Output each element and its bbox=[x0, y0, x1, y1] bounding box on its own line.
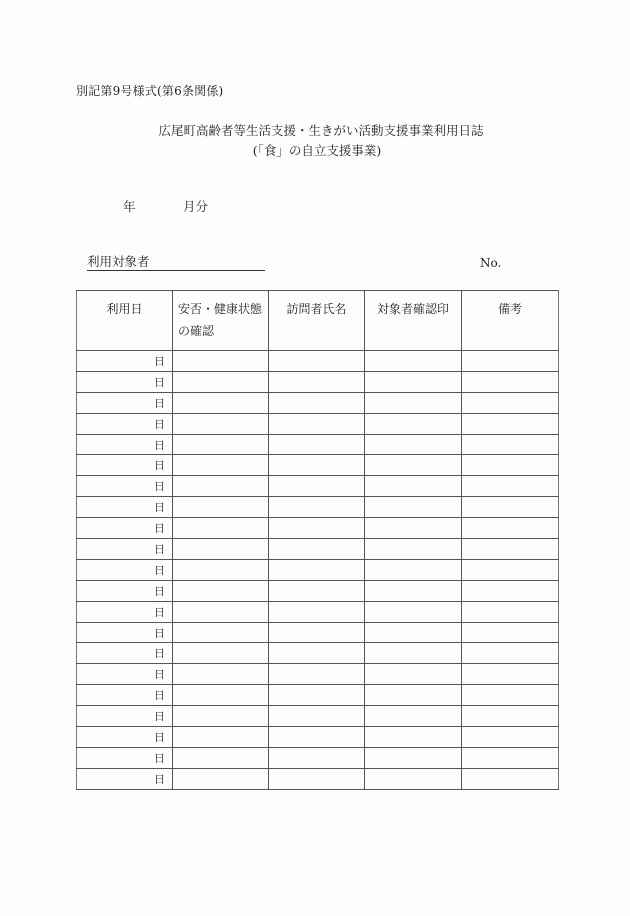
visitor-name-cell[interactable] bbox=[269, 706, 365, 727]
recipient-seal-cell[interactable] bbox=[365, 622, 462, 643]
recipient-seal-cell[interactable] bbox=[365, 476, 462, 497]
subject-label: 利用対象者 bbox=[87, 254, 150, 269]
recipient-seal-cell[interactable] bbox=[365, 747, 462, 768]
recipient-seal-cell[interactable] bbox=[365, 413, 462, 434]
table-row bbox=[77, 392, 559, 413]
recipient-seal-cell[interactable] bbox=[365, 643, 462, 664]
remarks-cell[interactable] bbox=[462, 371, 559, 392]
visitor-name-cell[interactable] bbox=[269, 392, 365, 413]
visitor-name-cell[interactable] bbox=[269, 518, 365, 539]
visitor-name-cell[interactable] bbox=[269, 747, 365, 768]
recipient-seal-cell[interactable] bbox=[365, 497, 462, 518]
recipient-seal-cell[interactable] bbox=[365, 685, 462, 706]
table-row bbox=[77, 685, 559, 706]
safety-health-check-cell[interactable] bbox=[173, 747, 269, 768]
table-row bbox=[77, 601, 559, 622]
remarks-cell[interactable] bbox=[462, 747, 559, 768]
recipient-seal-cell[interactable] bbox=[365, 351, 462, 372]
safety-health-check-cell[interactable] bbox=[173, 476, 269, 497]
table-row bbox=[77, 727, 559, 748]
usage-log-table bbox=[76, 290, 559, 790]
visitor-name-cell[interactable] bbox=[269, 727, 365, 748]
table-row bbox=[77, 643, 559, 664]
remarks-cell[interactable] bbox=[462, 580, 559, 601]
visitor-name-cell[interactable] bbox=[269, 539, 365, 560]
safety-health-check-cell[interactable] bbox=[173, 539, 269, 560]
recipient-seal-cell[interactable] bbox=[365, 518, 462, 539]
year-label: 年 bbox=[123, 199, 136, 214]
remarks-cell[interactable] bbox=[462, 727, 559, 748]
recipient-seal-cell[interactable] bbox=[365, 580, 462, 601]
recipient-seal-cell[interactable] bbox=[365, 768, 462, 789]
header-usage-date: 利用日 bbox=[77, 291, 173, 351]
table-row bbox=[77, 622, 559, 643]
remarks-cell[interactable] bbox=[462, 351, 559, 372]
remarks-cell[interactable] bbox=[462, 601, 559, 622]
table-row bbox=[77, 559, 559, 580]
remarks-cell[interactable] bbox=[462, 622, 559, 643]
safety-health-check-cell[interactable] bbox=[173, 643, 269, 664]
visitor-name-cell[interactable] bbox=[269, 371, 365, 392]
visitor-name-cell[interactable] bbox=[269, 685, 365, 706]
remarks-cell[interactable] bbox=[462, 706, 559, 727]
table-row bbox=[77, 434, 559, 455]
recipient-seal-cell[interactable] bbox=[365, 727, 462, 748]
usage-date-cell[interactable]: 日 bbox=[77, 539, 173, 560]
header-safety-health-check: 安否・健康状態の確認 bbox=[173, 291, 269, 351]
safety-health-check-cell[interactable] bbox=[173, 727, 269, 748]
usage-date-cell[interactable]: 日 bbox=[77, 685, 173, 706]
usage-date-cell[interactable]: 日 bbox=[77, 664, 173, 685]
safety-health-check-cell[interactable] bbox=[173, 434, 269, 455]
visitor-name-cell[interactable] bbox=[269, 601, 365, 622]
usage-date-cell[interactable]: 日 bbox=[77, 371, 173, 392]
usage-date-cell[interactable]: 日 bbox=[77, 434, 173, 455]
safety-health-check-cell[interactable] bbox=[173, 497, 269, 518]
visitor-name-cell[interactable] bbox=[269, 559, 365, 580]
visitor-name-cell[interactable] bbox=[269, 455, 365, 476]
safety-health-check-cell[interactable] bbox=[173, 685, 269, 706]
remarks-cell[interactable] bbox=[462, 392, 559, 413]
remarks-cell[interactable] bbox=[462, 413, 559, 434]
visitor-name-cell[interactable] bbox=[269, 580, 365, 601]
remarks-cell[interactable] bbox=[462, 497, 559, 518]
usage-date-cell[interactable]: 日 bbox=[77, 580, 173, 601]
visitor-name-cell[interactable] bbox=[269, 413, 365, 434]
remarks-cell[interactable] bbox=[462, 643, 559, 664]
header-remarks: 備考 bbox=[462, 291, 559, 351]
usage-date-cell[interactable]: 日 bbox=[77, 768, 173, 789]
usage-date-cell[interactable]: 日 bbox=[77, 706, 173, 727]
safety-health-check-cell[interactable] bbox=[173, 371, 269, 392]
title-line-1: 広尾町高齢者等生活支援・生きがい活動支援事業利用日誌 bbox=[158, 123, 484, 138]
recipient-seal-cell[interactable] bbox=[365, 601, 462, 622]
remarks-cell[interactable] bbox=[462, 559, 559, 580]
recipient-seal-cell[interactable] bbox=[365, 539, 462, 560]
usage-date-cell[interactable]: 日 bbox=[77, 559, 173, 580]
table-row bbox=[77, 371, 559, 392]
safety-health-check-cell[interactable] bbox=[173, 580, 269, 601]
table-row bbox=[77, 413, 559, 434]
usage-date-cell[interactable]: 日 bbox=[77, 455, 173, 476]
recipient-seal-cell[interactable] bbox=[365, 559, 462, 580]
table-row bbox=[77, 455, 559, 476]
table-header-row bbox=[77, 291, 559, 351]
header-recipient-seal: 対象者確認印 bbox=[365, 291, 462, 351]
recipient-seal-cell[interactable] bbox=[365, 706, 462, 727]
table-row bbox=[77, 497, 559, 518]
safety-health-check-cell[interactable] bbox=[173, 413, 269, 434]
usage-date-cell[interactable]: 日 bbox=[77, 392, 173, 413]
table-row bbox=[77, 747, 559, 768]
recipient-seal-cell[interactable] bbox=[365, 455, 462, 476]
form-reference: 別記第9号様式(第6条関係) bbox=[76, 84, 224, 98]
usage-date-cell[interactable]: 日 bbox=[77, 518, 173, 539]
safety-health-check-cell[interactable] bbox=[173, 518, 269, 539]
document-title bbox=[0, 121, 630, 161]
safety-health-check-cell[interactable] bbox=[173, 601, 269, 622]
usage-date-cell[interactable]: 日 bbox=[77, 643, 173, 664]
safety-health-check-cell[interactable] bbox=[173, 559, 269, 580]
table-row bbox=[77, 706, 559, 727]
remarks-cell[interactable] bbox=[462, 518, 559, 539]
remarks-cell[interactable] bbox=[462, 768, 559, 789]
visitor-name-cell[interactable] bbox=[269, 476, 365, 497]
safety-health-check-cell[interactable] bbox=[173, 455, 269, 476]
usage-date-cell[interactable]: 日 bbox=[77, 727, 173, 748]
visitor-name-cell[interactable] bbox=[269, 664, 365, 685]
table-row bbox=[77, 518, 559, 539]
remarks-cell[interactable] bbox=[462, 476, 559, 497]
table-row bbox=[77, 539, 559, 560]
recipient-seal-cell[interactable] bbox=[365, 664, 462, 685]
usage-date-cell[interactable]: 日 bbox=[77, 413, 173, 434]
table-row bbox=[77, 351, 559, 372]
month-label: 月分 bbox=[183, 199, 209, 214]
header-visitor-name: 訪問者氏名 bbox=[269, 291, 365, 351]
visitor-name-cell[interactable] bbox=[269, 497, 365, 518]
safety-health-check-cell[interactable] bbox=[173, 392, 269, 413]
remarks-cell[interactable] bbox=[462, 664, 559, 685]
recipient-seal-cell[interactable] bbox=[365, 371, 462, 392]
table-row bbox=[77, 664, 559, 685]
visitor-name-cell[interactable] bbox=[269, 768, 365, 789]
safety-health-check-cell[interactable] bbox=[173, 351, 269, 372]
safety-health-check-cell[interactable] bbox=[173, 664, 269, 685]
remarks-cell[interactable] bbox=[462, 685, 559, 706]
safety-health-check-cell[interactable] bbox=[173, 768, 269, 789]
visitor-name-cell[interactable] bbox=[269, 434, 365, 455]
table-row bbox=[77, 476, 559, 497]
usage-date-cell[interactable]: 日 bbox=[77, 497, 173, 518]
title-line-2: (「食」の自立支援事業) bbox=[252, 143, 382, 158]
remarks-cell[interactable] bbox=[462, 434, 559, 455]
safety-health-check-cell[interactable] bbox=[173, 622, 269, 643]
recipient-seal-cell[interactable] bbox=[365, 434, 462, 455]
visitor-name-cell[interactable] bbox=[269, 643, 365, 664]
safety-health-check-cell[interactable] bbox=[173, 706, 269, 727]
subject-field[interactable] bbox=[87, 254, 265, 271]
usage-date-cell[interactable]: 日 bbox=[77, 601, 173, 622]
usage-date-cell[interactable]: 日 bbox=[77, 622, 173, 643]
usage-date-cell[interactable]: 日 bbox=[77, 747, 173, 768]
number-label: No. bbox=[480, 256, 502, 270]
visitor-name-cell[interactable] bbox=[269, 351, 365, 372]
usage-date-cell[interactable]: 日 bbox=[77, 476, 173, 497]
usage-date-cell[interactable]: 日 bbox=[77, 351, 173, 372]
remarks-cell[interactable] bbox=[462, 455, 559, 476]
recipient-seal-cell[interactable] bbox=[365, 392, 462, 413]
visitor-name-cell[interactable] bbox=[269, 622, 365, 643]
table-row bbox=[77, 768, 559, 789]
remarks-cell[interactable] bbox=[462, 539, 559, 560]
table-row bbox=[77, 580, 559, 601]
